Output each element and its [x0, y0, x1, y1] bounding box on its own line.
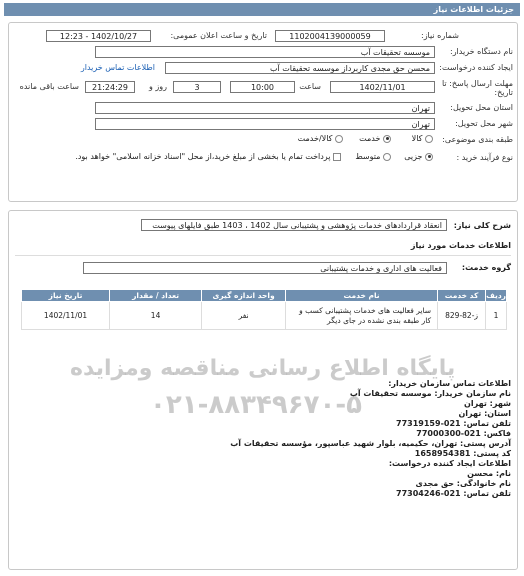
radio-goods[interactable] — [425, 135, 433, 143]
buyer-label: نام دستگاه خریدار: — [450, 47, 513, 56]
days-label: روز و — [149, 82, 167, 91]
buyer-contact-link[interactable]: اطلاعات تماس خریدار — [80, 63, 155, 72]
cell-name: سایر فعالیت های خدمات پشتیبانی کسب و کار طبقه بندی نشده در جای دیگر — [286, 302, 438, 330]
creator-field[interactable]: محسن حق مجدی کاربرداز موسسه تحقیقات آب — [165, 62, 435, 74]
creator-name: نام: محسن — [467, 469, 511, 478]
org-name: نام سازمان خریدار: موسسه تحقیقات آب — [349, 389, 511, 398]
time-label: ساعت — [299, 82, 321, 91]
col-date: تاریخ نیاز — [22, 290, 110, 302]
col-qty: تعداد / مقدار — [110, 290, 202, 302]
category-service-label: خدمت — [359, 134, 381, 143]
announce-date-field[interactable]: 1402/10/27 - 12:23 — [46, 30, 151, 42]
service-group-field[interactable]: فعالیت های اداری و خدمات پشتیبانی — [83, 262, 447, 274]
section-divider — [15, 255, 511, 256]
days-field[interactable]: 3 — [173, 81, 221, 93]
org-fax: فاکس: 021-77000300 — [416, 429, 511, 438]
category-both-option[interactable] — [298, 134, 343, 143]
service-group-label: گروه خدمت: — [461, 263, 511, 272]
deadline-date-field[interactable]: 1402/11/01 — [330, 81, 435, 93]
creator-label: ایجاد کننده درخواست: — [439, 63, 513, 72]
radio-medium[interactable] — [383, 153, 391, 161]
category-service-option[interactable] — [359, 134, 391, 143]
city-field[interactable]: تهران — [95, 118, 435, 130]
watermark-text: پایگاه اطلاع رسانی مناقصه ومزایده — [70, 356, 456, 381]
org-contact-title: اطلاعات تماس سازمان خریدار: — [388, 379, 511, 388]
radio-minor[interactable] — [425, 153, 433, 161]
process-minor-option[interactable] — [404, 152, 433, 161]
payment-checkbox[interactable] — [333, 153, 341, 161]
radio-service[interactable] — [383, 135, 391, 143]
process-label: نوع فرآیند خرید : — [456, 153, 513, 162]
page-title: جزئیات اطلاعات نیاز — [4, 3, 520, 16]
need-info-panel — [8, 22, 518, 202]
deadline-label: مهلت ارسال پاسخ: تا تاریخ: — [441, 79, 513, 97]
services-header: اطلاعات خدمات مورد نیاز — [410, 241, 511, 250]
category-goods-label: کالا — [411, 134, 423, 143]
col-code: کد خدمت — [438, 290, 486, 302]
process-medium-label: متوسط — [355, 152, 381, 161]
col-row: ردیف — [486, 291, 506, 300]
watermark-phone: ۰۲۱-۸۸۳۴۹۶۷۰-۵ — [150, 390, 363, 420]
process-medium-option[interactable] — [355, 152, 391, 161]
org-city: شهر: تهران — [464, 399, 511, 408]
cell-code: ز-82-829 — [438, 302, 486, 330]
city-label: شهر محل تحویل: — [455, 119, 513, 128]
payment-option[interactable] — [75, 152, 341, 161]
category-label: طبقه بندی موضوعی: — [442, 135, 513, 144]
need-number-label: شماره نیاز: — [421, 31, 459, 40]
services-table — [21, 289, 507, 330]
table-row[interactable] — [22, 302, 507, 330]
announce-date-label: تاریخ و ساعت اعلان عمومی: — [170, 31, 267, 40]
remaining-time-field[interactable]: 21:24:29 — [85, 81, 135, 93]
table-header-row — [22, 290, 507, 302]
col-name: نام خدمت — [286, 290, 438, 302]
category-goods-option[interactable] — [412, 134, 433, 143]
buyer-field[interactable]: موسسه تحقیقات آب — [95, 46, 435, 58]
cell-date: 1402/11/01 — [22, 302, 110, 330]
payment-note: پرداخت تمام یا بخشی از مبلغ خرید،از محل "اسناد خزانه اسلامی" خواهد بود. — [75, 152, 331, 161]
org-postal: کد پستی: 1658954381 — [414, 449, 511, 458]
col-unit: واحد اندازه گیری — [202, 290, 286, 302]
cell-qty: 14 — [110, 302, 202, 330]
org-phone: تلفن تماس: 021-77319159 — [396, 419, 511, 428]
creator-contact-title: اطلاعات ایجاد کننده درخواست: — [388, 459, 511, 468]
org-address: آدرس پستی: تهران، حکیمیه، بلوار شهید عباسپور، مؤسسه تحقیقات آب — [230, 439, 511, 448]
cell-unit: نفر — [202, 302, 286, 330]
remaining-label: ساعت باقی مانده — [19, 82, 79, 91]
summary-field[interactable]: انعقاد قراردادهای خدمات پژوهشی و پشتیبانی سال 1402 ، 1403 طبق فایلهای پیوست — [141, 219, 447, 231]
cell-row: 1 — [486, 302, 507, 330]
province-field[interactable]: تهران — [95, 102, 435, 114]
process-minor-label: جزیی — [404, 152, 423, 161]
creator-phone: تلفن تماس: 021-77304246 — [396, 489, 511, 498]
creator-family: نام خانوادگی: حق مجدی — [415, 479, 511, 488]
org-province: استان: تهران — [458, 409, 511, 418]
deadline-time-field[interactable]: 10:00 — [230, 81, 295, 93]
province-label: استان محل تحویل: — [450, 103, 513, 112]
summary-label: شرح کلی نیاز: — [453, 221, 511, 230]
radio-both[interactable] — [335, 135, 343, 143]
category-both-label: کالا/خدمت — [297, 134, 333, 143]
need-number-field[interactable]: 1102004139000059 — [275, 30, 385, 42]
